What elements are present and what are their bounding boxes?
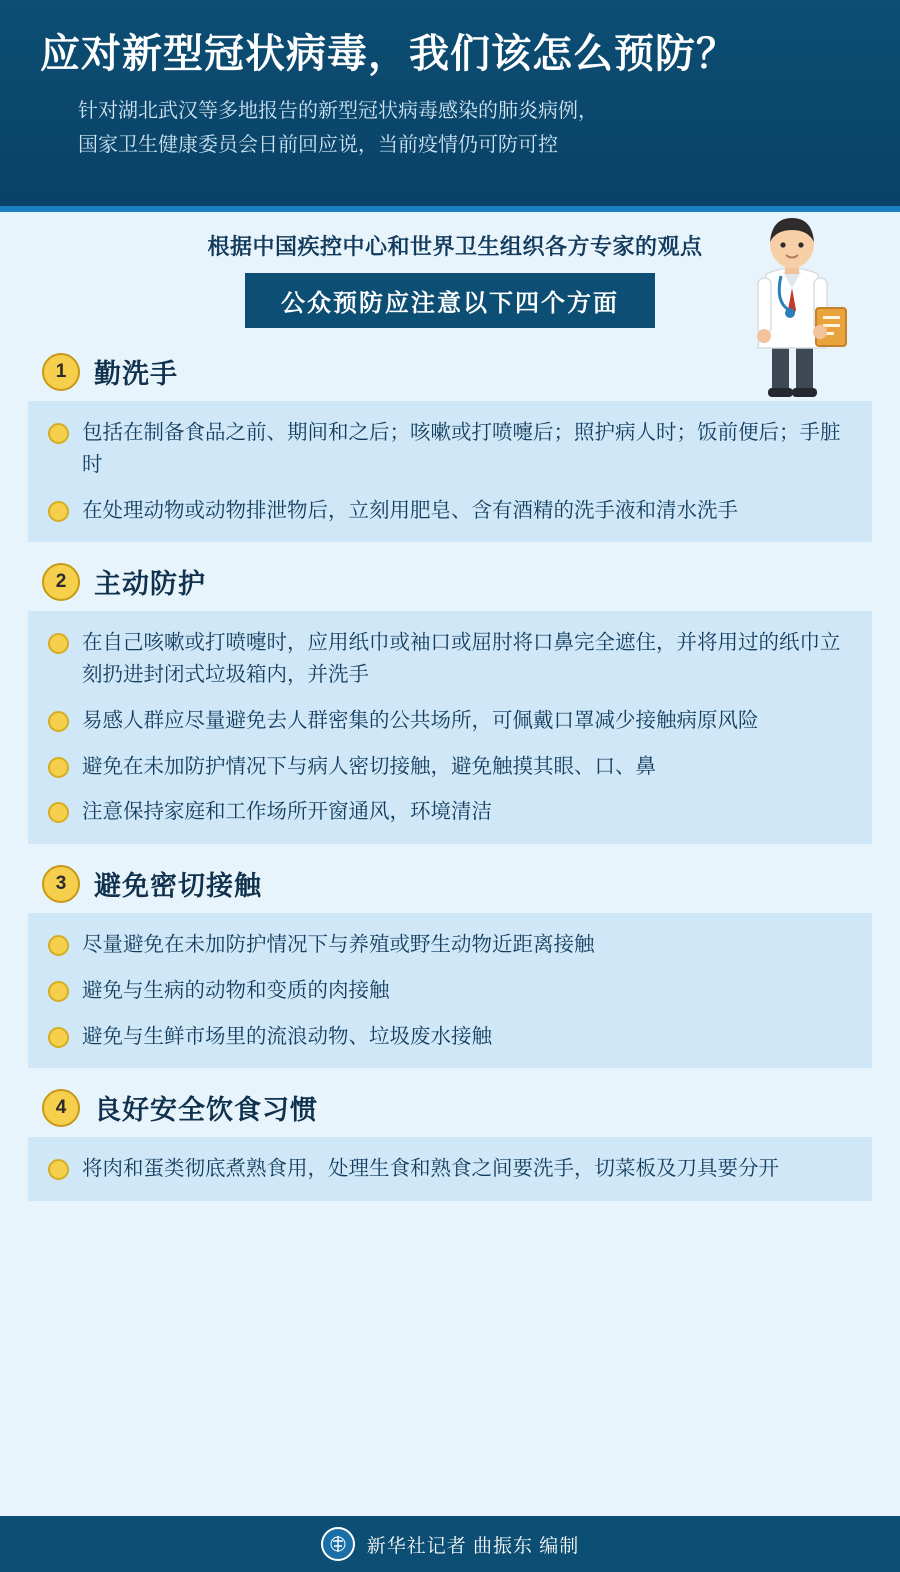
section-4-number: 4	[42, 1089, 80, 1127]
section-2-title: 主动防护	[94, 569, 206, 600]
intro-source-line: 根据中国疾控中心和世界卫生组织各方专家的观点	[207, 234, 703, 259]
bullet-dot-icon	[48, 802, 69, 823]
bullet-text: 在自己咳嗽或打喷嚏时，应用纸巾或袖口或屈肘将口鼻完全遮住，并将用过的纸巾立刻扔进封闭式垃圾箱内，并洗手	[82, 631, 841, 687]
doctor-illustration	[728, 212, 858, 402]
list-item	[48, 1021, 848, 1053]
bullet-text: 尽量避免在未加防护情况下与养殖或野生动物近距离接触	[82, 933, 595, 957]
section-4	[28, 1078, 872, 1201]
section-3-body	[28, 913, 872, 1068]
header-subtitle	[78, 94, 778, 162]
section-4-body	[28, 1137, 872, 1201]
section-3-number: 3	[42, 865, 80, 903]
list-item	[48, 705, 848, 737]
bullet-dot-icon	[48, 757, 69, 778]
intro-banner: 公众预防应注意以下四个方面	[245, 273, 655, 328]
list-item	[48, 417, 848, 481]
section-1-title: 勤洗手	[94, 359, 178, 389]
section-1-number: 1	[42, 353, 80, 391]
list-item	[48, 495, 848, 527]
xinhua-logo-icon	[321, 1527, 355, 1561]
bullet-dot-icon	[48, 935, 69, 956]
section-2-header	[28, 552, 872, 611]
bullet-dot-icon	[48, 981, 69, 1002]
poster-footer	[0, 1516, 900, 1572]
bullet-text: 注意保持家庭和工作场所开窗通风，环境清洁	[82, 800, 492, 824]
section-2-body	[28, 611, 872, 844]
bullet-text: 避免与生病的动物和变质的肉接触	[82, 978, 390, 1002]
section-4-header	[28, 1078, 872, 1137]
section-1-body	[28, 401, 872, 542]
bullet-text: 避免与生鲜市场里的流浪动物、垃圾废水接触	[82, 1024, 492, 1048]
bullet-dot-icon	[48, 423, 69, 444]
page-title: 应对新型冠状病毒，我们该怎么预防？	[40, 32, 737, 76]
section-2-number: 2	[42, 563, 80, 601]
bullet-dot-icon	[48, 711, 69, 732]
header-subtitle-line2: 国家卫生健康委员会日前回应说，当前疫情仍可防可控	[78, 134, 558, 156]
list-item	[48, 975, 848, 1007]
bullet-text: 易感人群应尽量避免去人群密集的公共场所，可佩戴口罩减少接触病原风险	[82, 708, 759, 732]
list-item	[48, 796, 848, 828]
list-item	[48, 627, 848, 691]
bullet-text: 包括在制备食品之前、期间和之后；咳嗽或打喷嚏后；照护病人时；饭前便后；手脏时	[82, 421, 841, 476]
section-4-title: 良好安全饮食习惯	[94, 1095, 318, 1126]
bullet-dot-icon	[48, 1159, 69, 1180]
sections-container	[0, 332, 900, 1201]
footer-credit: 新华社记者 曲振东 编制	[366, 1535, 580, 1557]
list-item	[48, 751, 848, 783]
bullet-text: 避免在未加防护情况下与病人密切接触，避免触摸其眼、口、鼻	[82, 754, 656, 778]
section-3-title: 避免密切接触	[94, 871, 262, 902]
header-subtitle-line1: 针对湖北武汉等多地报告的新型冠状病毒感染的肺炎病例，	[78, 100, 598, 122]
bullet-text: 将肉和蛋类彻底煮熟食用，处理生食和熟食之间要洗手，切菜板及刀具要分开	[82, 1157, 779, 1181]
bullet-text: 在处理动物或动物排泄物后，立刻用肥皂、含有酒精的洗手液和清水洗手	[82, 498, 738, 522]
poster-header	[0, 0, 900, 212]
section-3	[28, 854, 872, 1068]
section-3-header	[28, 854, 872, 913]
section-2	[28, 552, 872, 844]
bullet-dot-icon	[48, 501, 69, 522]
list-item	[48, 1153, 848, 1185]
bullet-dot-icon	[48, 1027, 69, 1048]
list-item	[48, 929, 848, 961]
bullet-dot-icon	[48, 633, 69, 654]
intro-block	[0, 212, 900, 332]
